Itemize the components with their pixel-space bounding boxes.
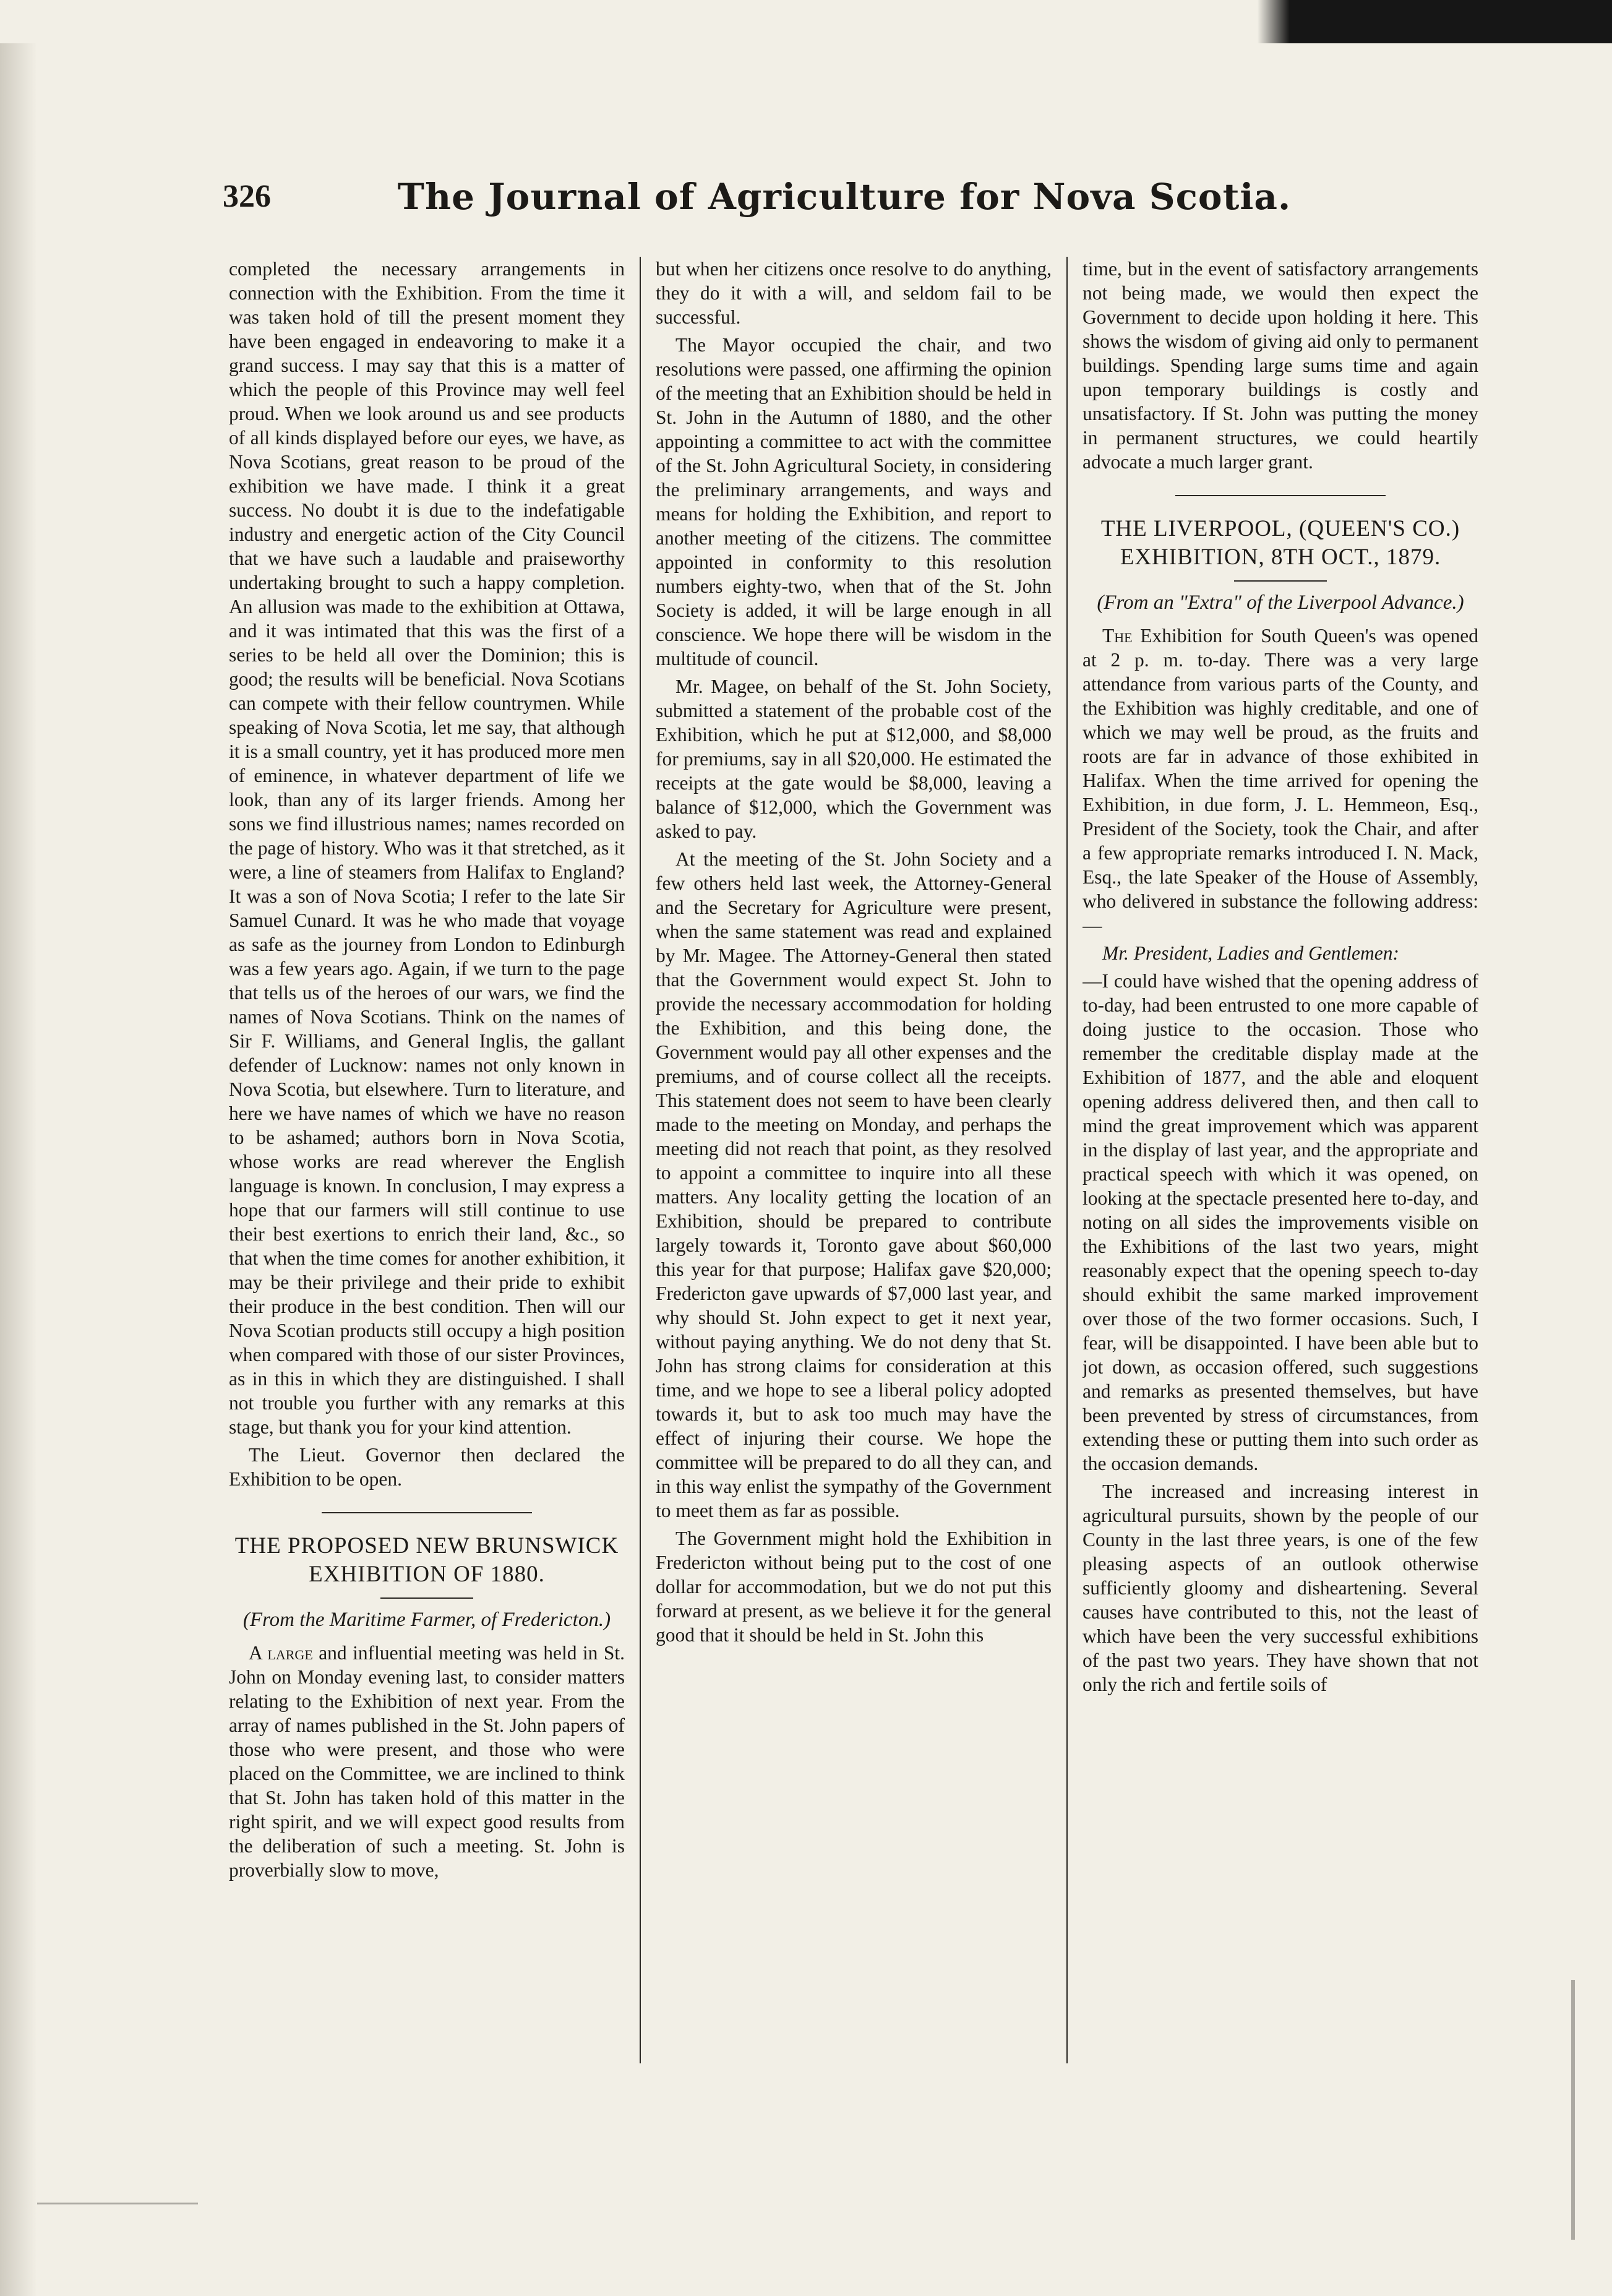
- paragraph: The Government might hold the Exhibition in Fredericton without being put to the cost of one dollar for accommodation, but we do not put this forward at present, as we believe it for the general good that it should be held in St. John this: [656, 1528, 1052, 1646]
- section-rule: [322, 1512, 532, 1513]
- column-2: [656, 257, 1052, 2063]
- article-source: (From an "Extra" of the Liverpool Advance.): [1097, 591, 1464, 614]
- page-number: 326: [223, 179, 271, 214]
- paragraph: At the meeting of the St. John Society and a few others held last week, the Attorney-General and the Secretary for Agriculture were present, when the same statement was read and explained by Mr. Magee. The Attorney-General then stated that the Government would expect St. John to provide the necessary accommodation for holding the Exhibition, and this being done, the Government would pay all other expenses and the premiums, and of course collect all the receipts. This statement does not seem to have been clearly made to the meeting on Monday, and perhaps the meeting did not reach that point, as they resolved to appoint a committee to inquire into all these matters. Any locality getting the location of an Exhibition, should be prepared to contribute largely towards it, Toronto gave about $60,000 this year for that purpose; Halifax gave $20,000; Fredericton gave upwards of $7,000 last year, and why should St. John expect to get it next year, without paying anything. We do not deny that St. John has strong claims for consideration at this time, and we hope to see a liberal policy adopted towards it, but to ask too much may have the effect of injuring their course. We hope the committee will be prepared to do all they can, and in this way enlist the sympathy of the Government to meet them as far as possible.: [656, 848, 1052, 1521]
- paragraph: [1083, 624, 1478, 937]
- paragraph: completed the necessary arrangements in connection with the Exhibition. From the time it was taken hold of till the present moment they have been engaged in endeavoring to make it a grand success. I may say that this is a matter of which the people of this Province may well feel proud. When we look around us and see products of all kinds displayed before our eyes, we have, as Nova Scotians, great reason to be proud of the exhibition we have made. I think it a great success. No doubt it is due to the indefatigable industry and energetic action of the City Council that we have such a laudable and praiseworthy undertaking brought to such a happy completion. An allusion was made to the exhibition at Ottawa, and it was intimated that this was the first of a series to be held all over the Dominion; this is good; the results will be beneficial. Nova Scotians can compete with their fellow countrymen. While speaking of Nova Scotia, let me say, that although it is a small country, yet it has produced more men of eminence, in whatever department of life we look, than any of its larger friends. Among her sons we find illustrious names; names recorded on the page of history. Who was it that stretched, as it were, a line of steamers from Halifax to England? It was a son of Nova Scotia; I refer to the late Sir Samuel Cunard. It was he who made that voyage as safe as the journey from London to Edinburgh was a few years ago. Again, if we turn to the page that tells us of the heroes of our wars, we find the names of Nova Scotians. Think on the names of Sir F. Williams, and General Inglis, the gallant defender of Lucknow: names not only known in Nova Scotia, but elsewhere. Turn to literature, and here we have names of which we have no reason to be ashamed; authors born in Nova Scotia, whose works are read wherever the English language is known. In conclusion, I may express a hope that our farmers will still continue to use their best exertions to enrich their land, &c., so that when the time comes for another exhibition, it may be their privilege and their pride to exhibit their produce in the best condition. Then will our Nova Scotian products still occupy a high position when compared with those of our sister Provinces, as in this in which they are distinguished. I shall not trouble you further with any remarks at this stage, but thank you for your kind attention.: [229, 258, 625, 1438]
- scan-border-left: [0, 0, 37, 2296]
- journal-title: The Journal of Agriculture for Nova Scotia.: [397, 176, 1292, 218]
- paragraph-text: Exhibition for South Queen's was opened at 2 p. m. to-day. There was a very large attendance from various parts of the County, and the Exhibition was highly creditable, and one of which we may well be proud, as the fruits and roots are far in advance of those exhibited in Halifax. When the time arrived for opening the Exhibition, in due form, J. L. Hemmeon, Esq., President of the Society, took the Chair, and after a few appropriate remarks introduced I. N. Mack, Esq., the late Speaker of the House of Assembly, who delivered in substance the following address:—: [1083, 625, 1478, 936]
- column-3: [1083, 257, 1478, 2063]
- scan-artifact: [37, 2203, 198, 2204]
- paragraph: time, but in the event of satisfactory arrangements not being made, we would then expect the Government to decide upon holding it here. This shows the wisdom of giving aid only to permanent buildings. Spending large sums time and again upon temporary buildings is costly and unsatisfactory. If St. John was putting the money in permanent structures, we could heartily advocate a much larger grant.: [1083, 258, 1478, 473]
- heading-rule: [1234, 580, 1327, 582]
- paragraph: but when her citizens once resolve to do anything, they do it with a will, and seldom fail to be successful.: [656, 258, 1052, 328]
- column-1: [229, 257, 625, 2063]
- paragraph: Mr. Magee, on behalf of the St. John Society, submitted a statement of the probable cost of the Exhibition, which he put at $12,000, and $8,000 for premiums, say in all $20,000. He estimated the receipts at the gate would be $8,000, leaving a balance of $12,000, which the Government was asked to pay.: [656, 676, 1052, 842]
- paragraph: [1083, 941, 1478, 965]
- heading-rule: [380, 1597, 473, 1599]
- page-header: [223, 178, 1466, 234]
- article-source: (From the Maritime Farmer, of Fredericton.): [242, 1609, 611, 1631]
- paragraph: The Lieut. Governor then declared the Exhibition to be open.: [229, 1444, 625, 1490]
- paragraph: The Mayor occupied the chair, and two resolutions were passed, one affirming the opinion of the meeting that an Exhibition should be held in St. John in the Autumn of 1880, and the other appointing a committee to act with the committee of the St. John Agricultural Society, in considering the preliminary arrangements, and ways and means for holding the Exhibition, and report to another meeting of the citizens. The committee appointed in conformity to this resolution numbers eighty-two, when that of the St. John Society is added, it will be large enough in all conscience. We hope there will be wisdom in the multitude of council.: [656, 334, 1052, 669]
- paragraph: [229, 1641, 625, 1882]
- section-rule: [1175, 495, 1386, 496]
- salutation: Mr. President, Ladies and Gentlemen:: [1102, 942, 1400, 964]
- paragraph-text: and influential meeting was held in St. John on Monday evening last, to consider matters relating to the Exhibition of next year. From the array of names published in the St. John papers of those who were present, and those who were placed on the Committee, we are inclined to think that St. John has taken hold of this matter in the right spirit, and we will expect good results from the deliberation of such a meeting. St. John is proverbially slow to move,: [229, 1642, 625, 1881]
- column-divider: [1066, 257, 1068, 2063]
- column-divider: [640, 257, 641, 2063]
- article-heading: THE LIVERPOOL, (QUEEN'S CO.) EXHIBITION, 8TH OCT., 1879.: [1100, 516, 1460, 570]
- scan-artifact: [1571, 1980, 1575, 2240]
- article-heading: THE PROPOSED NEW BRUNSWICK EXHIBITION OF 1880.: [234, 1533, 619, 1587]
- scan-border-top: [0, 0, 1612, 43]
- paragraph: The increased and increasing interest in agricultural pursuits, shown by the people of our County in the last three years, is one of the few pleasing aspects of an outlook otherwise sufficiently gloomy and disheartening. Several causes have contributed to this, not the least of which have been the very successful exhibitions of the past two years. They have shown that not only the rich and fertile soils of: [1083, 1481, 1478, 1695]
- paragraph: —I could have wished that the opening address of to-day, had been entrusted to one more capable of doing justice to the occasion. Those who remember the creditable display made at the Exhibition of 1877, and the able and eloquent opening address delivered then, and then call to mind the great improvement which was apparent in the display of last year, and the appropriate and practical speech with which it was opened, on looking at the spectacle presented here to-day, and noting on all sides the improvements visible on the Exhibitions of the last two years, might reasonably expect that the opening speech to-day should exhibit the same marked improvement over those of the two former occasions. Such, I fear, will be disappointed. I have been able but to jot down, as occasion offered, such suggestions and remarks as presented themselves, but have been prevented by stress of circumstances, from extending these or putting them into such order as the occasion demands.: [1083, 970, 1478, 1474]
- article-columns: [229, 257, 1478, 2063]
- lead-words: The: [1102, 625, 1133, 647]
- lead-words: A large: [249, 1642, 313, 1664]
